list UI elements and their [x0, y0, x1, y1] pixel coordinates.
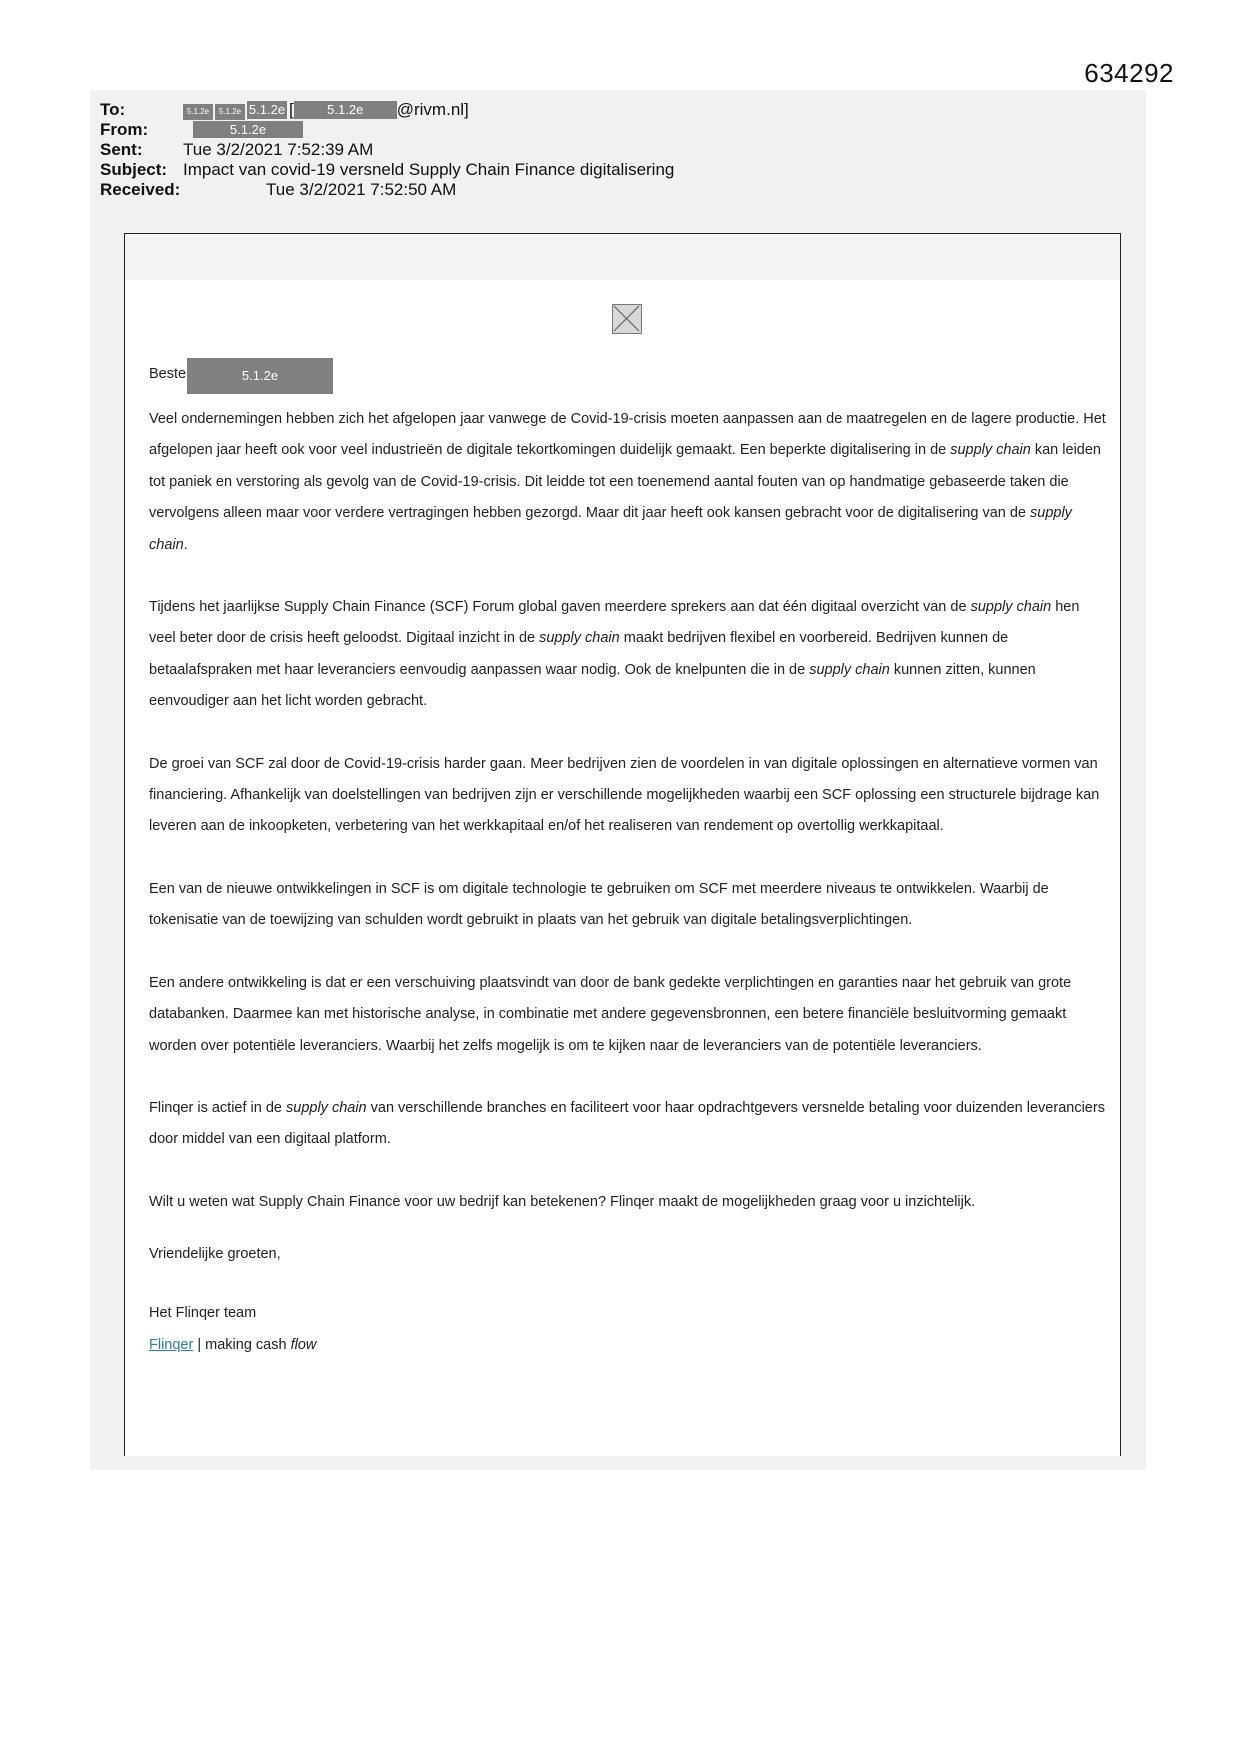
text-run: .: [183, 536, 188, 553]
document-id: 634292: [1084, 58, 1174, 88]
message-content: [149, 364, 1109, 1361]
to-label: To:: [100, 100, 126, 119]
received-label: Received:: [100, 180, 181, 199]
received-value: Tue 3/2/2021 7:52:50 AM: [266, 180, 457, 199]
redaction-box: 5.1.2e: [187, 358, 333, 394]
message-body-box: [124, 233, 1121, 1456]
sent-value: Tue 3/2/2021 7:52:39 AM: [183, 140, 374, 159]
signature-flow: flow: [290, 1336, 317, 1353]
redaction-box: 5.1.2e: [248, 102, 286, 117]
text-run: maakt bedrijven flexibel en voorbereid. Bedrijven kunnen de betaalafspraken met haar leveranciers eenvoudig aanpassen waar nodig. Ook de knelpunten die in de: [149, 630, 1009, 678]
signature-line: [149, 1330, 1109, 1361]
sent-label: Sent:: [100, 140, 143, 159]
flinqer-link[interactable]: Flinqer: [149, 1336, 194, 1353]
paragraph-3: De groei van SCF zal door de Covid-19-crisis harder gaan. Meer bedrijven zien de voordelen in van digitale oplossingen en alternatieve vormen van financiering. Afhankelijk van doelstellingen van bedrijven zijn er verschillende mogelijkheden waarbij een SCF oplossing een structurele bijdrage kan leveren aan de inkoopketen, verbetering van het werkkapitaal en/of het realiseren van rendement op overtollig werkkapitaal.: [149, 755, 1100, 835]
paragraph-5: Een andere ontwikkeling is dat er een verschuiving plaatsvindt van door de bank gedekte verplichtingen en garanties naar het gebruik van grote databanken. Daarmee kan met historische analyse, in combinatie met andere gegevensbronnen, een betere financiële besluitvorming gemaakt worden over potentiële leveranciers. Waarbij het zelfs mogelijk is om te kijken naar de leveranciers van de potentiële leveranciers.: [149, 974, 1072, 1054]
italic-run: supply chain: [286, 1099, 367, 1116]
text-run: hen veel beter door de crisis heeft geloodst. Digitaal inzicht in de: [149, 599, 1080, 647]
greeting: [149, 364, 1109, 404]
text-run: kunnen zitten, kunnen eenvoudiger aan het licht worden gebracht.: [149, 661, 1036, 710]
text-run: kan leiden tot paniek en verstoring als gevolg van de Covid-19-crisis. Dit leidde tot een toenemend aantal fouten van op handmatige gebaseerde taken die vervolgens alleen maar voor verdere vertragingen hebben gezorgd. Maar dit jaar heeft ook kansen gebracht voor de digitalisering van de: [149, 442, 1101, 522]
subject-value: Impact van covid-19 versneld Supply Chain Finance digitalisering: [183, 160, 675, 179]
italic-run: supply chain: [149, 505, 1072, 553]
broken-image-icon: [612, 304, 642, 334]
to-value: [183, 100, 469, 120]
italic-run: supply chain: [970, 599, 1052, 616]
signature-team: Het Flinqer team: [149, 1305, 257, 1322]
redaction-box: 5.1.2e: [215, 104, 245, 120]
text-run: van verschillende branches en faciliteert voor haar opdrachtgevers versnelde betaling voor duizenden leveranciers door middel van een digitaal platform.: [149, 1099, 1105, 1148]
redaction-box: 5.1.2e: [193, 121, 303, 138]
from-label: From:: [100, 120, 149, 139]
to-bracket: [: [289, 100, 294, 119]
italic-run: supply chain: [950, 442, 1031, 459]
signature: [149, 1298, 1109, 1361]
paragraph-1: [149, 404, 1109, 561]
redaction-box: 5.1.2e: [183, 104, 213, 120]
text-run: Flinqer is actief in de: [149, 1099, 287, 1116]
broken-image-glyph: [613, 305, 640, 332]
to-domain: @rivm.nl]: [396, 100, 469, 119]
paragraph-2: [149, 592, 1109, 718]
from-value: [183, 120, 303, 140]
paragraph-6: [149, 1093, 1109, 1156]
italic-run: supply chain: [539, 630, 620, 647]
message-top-band: [125, 234, 1120, 280]
paragraph-4: Een van de nieuwe ontwikkelingen in SCF is om digitale technologie te gebruiken om SCF met meerdere niveaus te ontwikkelen. Waarbij de tokenisatie van de toewijzing van schulden wordt gebruikt in plaats van het gebruik van digitale betalingsverplichtingen.: [149, 880, 1049, 929]
closing: Vriendelijke groeten,: [149, 1246, 281, 1263]
subject-label: Subject:: [100, 160, 168, 179]
paragraph-7: Wilt u weten wat Supply Chain Finance voor uw bedrijf kan betekenen? Flinqer maakt de mogelijkheden graag voor u inzichtelijk.: [149, 1193, 976, 1210]
greeting-text: Beste: [149, 366, 187, 382]
text-run: Tijdens het jaarlijkse Supply Chain Finance (SCF) Forum global gaven meerdere sprekers aan dat één digitaal overzicht van de: [149, 599, 971, 616]
italic-run: supply chain: [809, 661, 890, 678]
redaction-box: 5.1.2e: [294, 101, 397, 119]
signature-separator: | making cash: [193, 1336, 291, 1353]
text-run: Veel ondernemingen hebben zich het afgelopen jaar vanwege de Covid-19-crisis moeten aanpassen aan de maatregelen en de lagere productie. Het afgelopen jaar heeft ook voor veel industrieën de digitale tekortkomingen duidelijk gemaakt. Een beperkte digitalisering in de: [149, 411, 1106, 459]
